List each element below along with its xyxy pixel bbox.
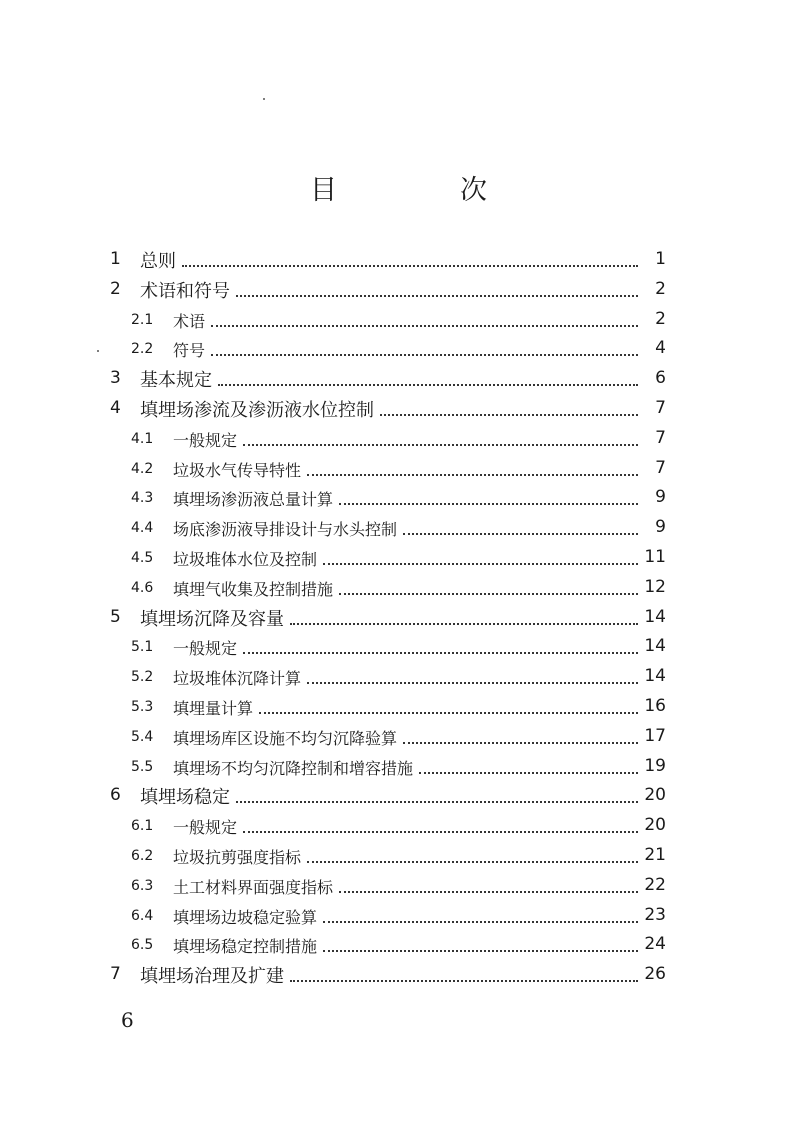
toc-leader-dots — [182, 265, 638, 267]
toc-entry — [0, 901, 793, 931]
toc-entry-page: 24 — [640, 934, 666, 954]
toc-entry-page: 19 — [640, 756, 666, 776]
toc-entry-page: 14 — [640, 607, 666, 627]
toc-leader-dots — [290, 623, 638, 625]
toc-entry — [0, 334, 793, 364]
toc-entry-title: 填埋场沉降及容量 — [140, 605, 288, 631]
toc-entry-page: 1 — [640, 249, 666, 269]
toc-entry-page: 20 — [640, 815, 666, 835]
page-title: 目 次 — [310, 175, 535, 206]
toc-entry-number: 4.5 — [131, 550, 154, 566]
toc-entry-number: 4.2 — [131, 460, 154, 477]
toc-leader-dots — [380, 414, 638, 416]
toc-entry-page: 7 — [640, 398, 666, 418]
toc-entry — [0, 424, 793, 454]
toc-entry — [0, 871, 793, 901]
toc-leader-dots — [243, 444, 638, 446]
toc-leader-dots — [307, 861, 638, 863]
toc-entry-page: 2 — [640, 309, 666, 329]
toc-entry-page: 14 — [640, 666, 666, 686]
toc-leader-dots — [323, 950, 638, 952]
toc-leader-dots — [211, 325, 638, 327]
toc-entry-title: 场底渗沥液导排设计与水头控制 — [173, 517, 401, 540]
toc-entry — [0, 632, 793, 662]
toc-leader-dots — [290, 980, 638, 982]
toc-entry-number: 4.1 — [131, 430, 154, 447]
toc-leader-dots — [243, 652, 638, 654]
toc-leader-dots — [323, 921, 638, 923]
toc-leader-dots — [403, 533, 638, 535]
toc-entry-title: 基本规定 — [140, 366, 216, 392]
toc-entry — [0, 364, 793, 394]
toc-entry-number: 1 — [110, 249, 121, 269]
toc-entry-title: 垃圾堆体沉降计算 — [173, 666, 305, 689]
toc-entry — [0, 394, 793, 424]
toc-entry-number: 6.1 — [131, 818, 154, 835]
toc-entry-number: 2 — [110, 278, 121, 299]
toc-entry-title: 垃圾抗剪强度指标 — [173, 845, 305, 868]
toc-entry-title: 术语和符号 — [140, 277, 234, 303]
toc-leader-dots — [218, 384, 638, 386]
toc-entry-page: 21 — [640, 845, 666, 865]
toc-entry-title: 填埋场稳定控制措施 — [173, 934, 321, 957]
toc-entry-title: 垃圾堆体水位及控制 — [173, 547, 321, 570]
toc-entry — [0, 245, 793, 275]
toc-entry-title: 填埋场不均匀沉降控制和增容措施 — [173, 756, 417, 779]
toc-entry-number: 2.2 — [131, 341, 154, 358]
scan-speck — [263, 98, 265, 100]
toc-entry-number: 4.4 — [131, 520, 154, 537]
toc-entry-number: 5.5 — [131, 758, 154, 775]
toc-entry-number: 3 — [110, 368, 121, 389]
toc-entry-page: 16 — [640, 696, 666, 716]
toc-entry — [0, 752, 793, 782]
toc-entry-page: 9 — [640, 487, 666, 507]
toc-leader-dots — [339, 503, 638, 505]
toc-entry-title: 符号 — [173, 338, 209, 361]
toc-entry-title: 填埋量计算 — [173, 696, 257, 719]
toc-entry-page: 4 — [640, 338, 666, 358]
toc-entry-title: 术语 — [173, 309, 209, 332]
toc-entry-title: 填埋场边坡稳定验算 — [173, 905, 321, 928]
toc-entry-page: 6 — [640, 368, 666, 388]
toc-leader-dots — [259, 712, 638, 714]
toc-entry-number: 5.2 — [131, 669, 154, 686]
toc-entry-number: 5.3 — [131, 699, 154, 715]
toc-entry-title: 一般规定 — [173, 636, 241, 659]
toc-entry-number: 4.6 — [131, 579, 154, 596]
toc-entry-title: 一般规定 — [173, 815, 241, 838]
toc-entry-page: 22 — [640, 875, 666, 895]
toc-leader-dots — [236, 801, 638, 803]
toc-entry-page: 26 — [640, 964, 666, 984]
toc-leader-dots — [339, 891, 638, 893]
toc-entry-number: 7 — [110, 964, 121, 985]
toc-entry — [0, 662, 793, 692]
toc-entry — [0, 692, 793, 722]
toc-entry-title: 填埋场渗沥液总量计算 — [173, 487, 337, 510]
toc-entry-number: 4 — [110, 398, 121, 418]
toc-entry-number: 6.4 — [131, 907, 154, 924]
toc-entry — [0, 454, 793, 484]
toc-entry — [0, 781, 793, 811]
toc-entry — [0, 722, 793, 752]
toc-entry-page: 7 — [640, 458, 666, 478]
toc-entry-number: 4.3 — [131, 490, 154, 507]
toc-entry — [0, 573, 793, 603]
toc-entry-number: 6.3 — [131, 877, 154, 894]
toc-entry — [0, 930, 793, 960]
toc-entry-page: 9 — [640, 517, 666, 537]
toc-entry-page: 23 — [640, 905, 666, 925]
toc-entry-title: 填埋场库区设施不均匀沉降验算 — [173, 726, 401, 749]
toc-entry-number: 6.5 — [131, 937, 154, 954]
toc-entry — [0, 543, 793, 573]
toc-entry-page: 11 — [640, 547, 666, 567]
toc-entry-number: 6.2 — [131, 848, 154, 864]
toc-entry-page: 20 — [640, 785, 666, 805]
toc-entry — [0, 513, 793, 543]
toc-entry-title: 填埋场渗流及渗沥液水位控制 — [140, 396, 378, 422]
toc-entry — [0, 603, 793, 633]
toc-entry-title: 垃圾水气传导特性 — [173, 458, 305, 481]
toc-entry — [0, 305, 793, 335]
toc-entry-title: 总则 — [140, 247, 180, 273]
toc-entry-page: 17 — [640, 726, 666, 746]
toc-entry-number: 6 — [110, 785, 121, 806]
toc-entry — [0, 960, 793, 990]
toc-entry-title: 土工材料界面强度指标 — [173, 875, 337, 898]
toc-entry-number: 5 — [110, 606, 121, 627]
toc-leader-dots — [236, 295, 638, 297]
page-number: 6 — [121, 1008, 134, 1032]
toc-entry-page: 12 — [640, 577, 666, 597]
toc-leader-dots — [419, 772, 638, 774]
toc-entry-page: 7 — [640, 428, 666, 448]
toc-entry — [0, 483, 793, 513]
toc-entry — [0, 275, 793, 305]
toc-entry-title: 填埋场稳定 — [140, 783, 234, 809]
toc-leader-dots — [307, 474, 638, 476]
toc-entry-number: 5.4 — [131, 728, 154, 745]
toc-entry-number: 5.1 — [131, 639, 154, 656]
toc-leader-dots — [211, 354, 638, 356]
toc-entry-title: 填埋气收集及控制措施 — [173, 577, 337, 600]
toc-entry-number: 2.1 — [131, 311, 154, 328]
toc-entry — [0, 841, 793, 871]
toc-leader-dots — [307, 682, 638, 684]
toc-entry-title: 一般规定 — [173, 428, 241, 451]
toc-leader-dots — [243, 831, 638, 833]
toc-leader-dots — [323, 563, 638, 565]
toc-leader-dots — [339, 593, 638, 595]
toc-entry-page: 2 — [640, 279, 666, 299]
toc-entry-page: 14 — [640, 636, 666, 656]
toc-entry-title: 填埋场治理及扩建 — [140, 962, 288, 988]
toc-entry — [0, 811, 793, 841]
toc-leader-dots — [403, 742, 638, 744]
